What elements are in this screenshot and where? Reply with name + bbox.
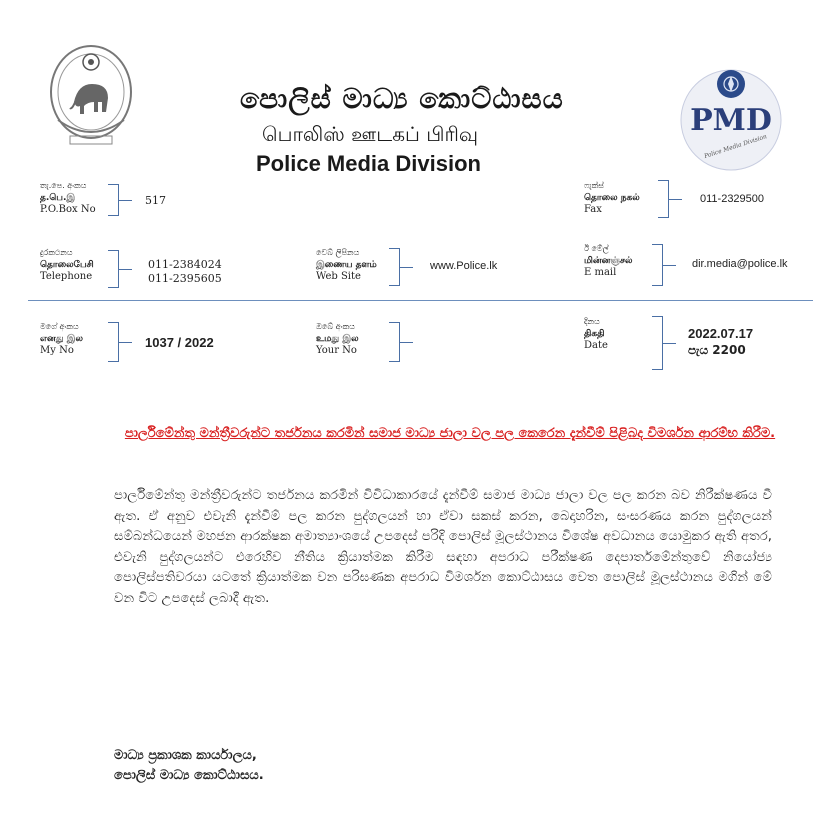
telephone-label: දුරකථනය தொலைபேசி Telephone (40, 248, 94, 282)
website-brace (389, 248, 400, 286)
signature-block (114, 746, 264, 786)
pmd-logo-text: PMD (690, 103, 772, 138)
header-title-sinhala: පොලිස් මාධ්‍ය කොට්ඨාසය (240, 82, 564, 115)
website-value[interactable]: www.Police.lk (430, 260, 498, 272)
pobox-brace (108, 184, 119, 216)
email-brace (652, 244, 663, 286)
signature-line-1: මාධ්‍ය ප්‍රකාශක කාර්යාලය, (114, 748, 257, 763)
pmd-logo (678, 62, 784, 172)
yourno-brace (389, 322, 400, 362)
email-value[interactable]: dir.media@police.lk (692, 258, 788, 270)
myno-brace (108, 322, 119, 362)
sri-lanka-police-emblem (48, 40, 134, 150)
body-paragraph: පාර්ලිමේන්තු මන්ත්‍රීවරුන්ට තර්ජනය කරමින් විවිධාකාරයේ දැන්වීම් සමාජ මාධ්‍ය ජාලා වල පල කරන බව නිරීක්ෂණය වී ඇත. ඒ අනුව එවැනි දැන්වීම් පල කරන පුද්ගලයන් හා ඒවා සකස් කරන, බෙදාහරින, සංසරණය කරන පුද්ගලයන් සම්බන්ධයෙන් මහජන ආරක්ෂක අමාත්‍යාංශයේ උපදෙස් පරිදි පොලිස් මූලස්ථානය විශේෂ අවධානය යොමුකර ඇති අතර, එවැනි පුද්ගලයන්ට එරෙහිව නීතිය ක්‍රියාත්මක කිරීම සඳහා අපරාධ පරීක්ෂණ දෙපාර්තමේන්තුවේ නියෝජ්‍ය පොලිස්පතිවරයා යටතේ ක්‍රියාත්මක වන පරිඝණක අපරාධ විමර්ශන කොට්ඨාසය වෙත පොලිස් මූලස්ථානය මගින් මේ වන විට උපදෙස් ලබාදී ඇත. (114, 488, 772, 606)
fax-label: ෆැක්ස් தொலை நகல் Fax (584, 181, 640, 215)
date-values: 2022.07.17 පැය 2200 (688, 326, 754, 357)
header-title-tamil: பொலிஸ் ஊடகப் பிரிவு (262, 122, 479, 146)
document-title: පාර්ලිමේන්තු මන්ත්‍රීවරුන්ට තර්ජනය කරමින් සමාජ මාධ්‍ය ජාලා වල පල කෙරෙන දැන්වීම් පිළිබද විමර්ශන ආරම්භ කිරීම. (124, 426, 776, 441)
website-label: වෙබ් ලිපිනය இணைய தளம் Web Site (316, 248, 377, 282)
telephone-brace (108, 250, 119, 288)
header-title-english: Police Media Division (256, 151, 481, 176)
signature-line-2: පොලිස් මාධ්‍ය කොට්ඨාසය. (114, 768, 264, 783)
fax-brace (658, 180, 669, 218)
pobox-value: 517 (145, 194, 166, 207)
yourno-label: ඔබේ අංකය உமது இல Your No (316, 322, 359, 356)
pmd-logo-subtext: Police Media Division (703, 133, 768, 161)
myno-label: මගේ අංකය எனது இல My No (40, 322, 83, 356)
header-divider (28, 300, 813, 301)
pobox-label: තැ.පෙ. අංකය த.பெ.இ P.O.Box No (40, 181, 96, 215)
date-brace (652, 316, 663, 370)
telephone-values: 011-2384024 011-2395605 (148, 258, 222, 285)
myno-value: 1037 / 2022 (145, 335, 214, 350)
email-label: ඊ මේල් மின்னஞ்சல் E mail (584, 244, 633, 278)
fax-value: 011-2329500 (700, 193, 765, 205)
date-label: දිනය திகதி Date (584, 317, 608, 351)
